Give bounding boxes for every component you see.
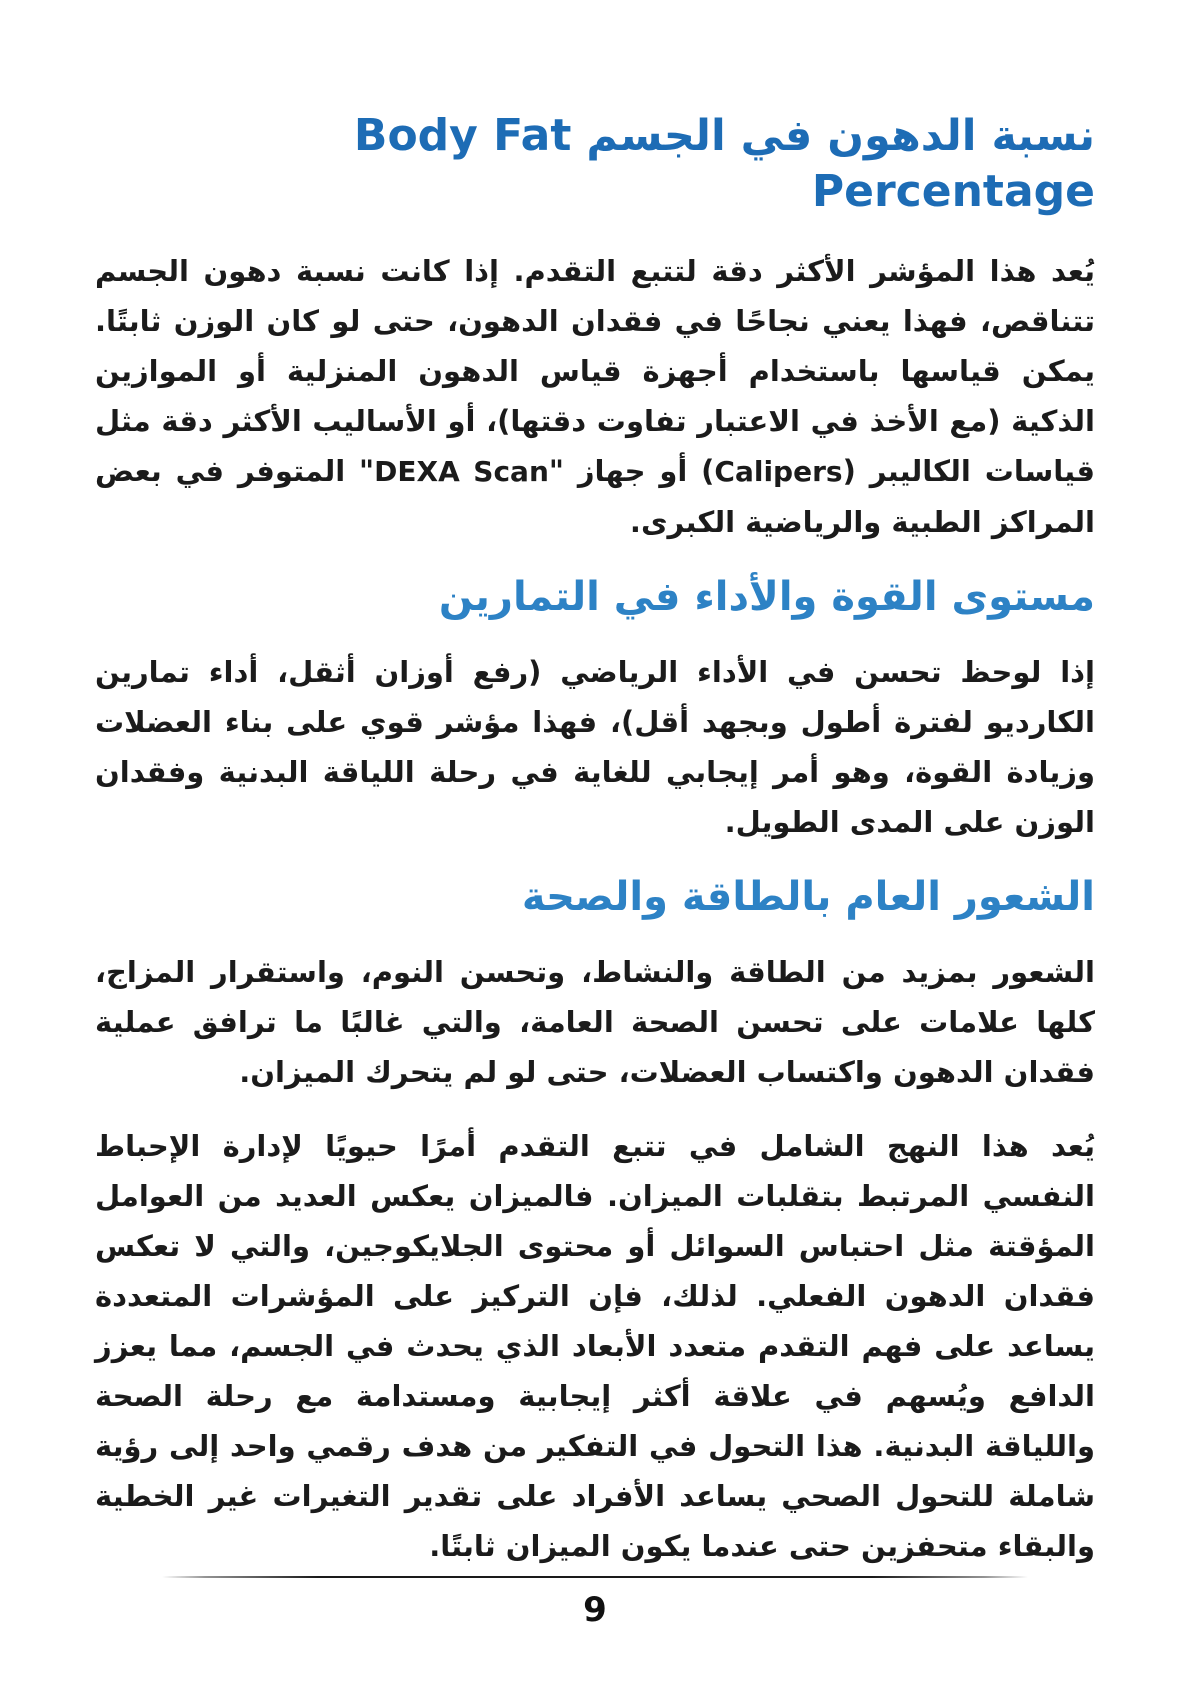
paragraph-holistic-approach <box>95 1121 1095 1571</box>
paragraph-energy-health <box>95 947 1095 1097</box>
arabic-text-run: ) أو جهاز " <box>548 454 715 488</box>
paragraph-strength-performance <box>95 647 1095 847</box>
arabic-text-run: نسبة الدهون في الجسم <box>571 111 1095 161</box>
arabic-text-run: يُعد هذا النهج الشامل في تتبع التقدم أمرًا حيويًا لإدارة الإحباط النفسي المرتبط بتقلبات الميزان. فالميزان يعكس العديد من العوامل المؤقتة مثل احتباس السوائل أو محتوى الجلايكوجين، والتي لا تعكس فقدان الدهون الفعلي. لذلك، فإن التركيز على المؤشرات المتعددة يساعد على فهم التقدم متعدد الأبعاد الذي يحدث في الجسم، مما يعزز الدافع ويُسهم في علاقة أكثر إيجابية ومستدامة مع رحلة الصحة واللياقة البدنية. هذا التحول في التفكير من هدف رقمي واحد إلى رؤية شاملة للتحول الصحي يساعد الأفراد على تقدير التغيرات غير الخطية والبقاء متحفزين حتى عندما يكون الميزان ثابتًا. <box>95 1129 1095 1563</box>
latin-term: Body Fat Percentage <box>353 110 1095 217</box>
arabic-text-run: إذا لوحظ تحسن في الأداء الرياضي (رفع أوزان أثقل، أداء تمارين الكارديو لفترة أطول وبجهد أقل)، فهذا مؤشر قوي على بناء العضلات وزيادة القوة، وهو أمر إيجابي للغاية في رحلة اللياقة البدنية وفقدان الوزن على المدى الطويل. <box>95 655 1095 839</box>
arabic-text-run: يُعد هذا المؤشر الأكثر دقة لتتبع التقدم. إذا كانت نسبة دهون الجسم تتناقص، فهذا يعني نجاحًا في فقدان الدهون، حتى لو كان الوزن ثابتًا. يمكن قياسها باستخدام أجهزة قياس الدهون المنزلية أو الموازين الذكية (مع الأخذ في الاعتبار تفاوت دقتها)، أو الأساليب الأكثر دقة مثل قياسات الكاليبر ( <box>95 254 1095 488</box>
latin-term: Calipers <box>714 455 843 488</box>
latin-term: DEXA Scan <box>374 455 549 488</box>
page-number: 9 <box>583 1590 607 1630</box>
section-heading-energy-health: الشعور العام بالطاقة والصحة <box>521 874 1095 920</box>
section-heading-strength-performance: مستوى القوة والأداء في التمارين <box>438 574 1095 620</box>
footer-divider-line <box>162 1576 1028 1578</box>
arabic-text-run: الشعور بمزيد من الطاقة والنشاط، وتحسن النوم، واستقرار المزاج، كلها علامات على تحسن الصحة العامة، والتي غالبًا ما ترافق عملية فقدان الدهون واكتساب العضلات، حتى لو لم يتحرك الميزان. <box>95 955 1095 1089</box>
arabic-text-run: " المتوفر في بعض المراكز الطبية والرياضية الكبرى. <box>95 454 1095 539</box>
paragraph-body-fat <box>95 246 1095 547</box>
page-title <box>95 108 1095 220</box>
